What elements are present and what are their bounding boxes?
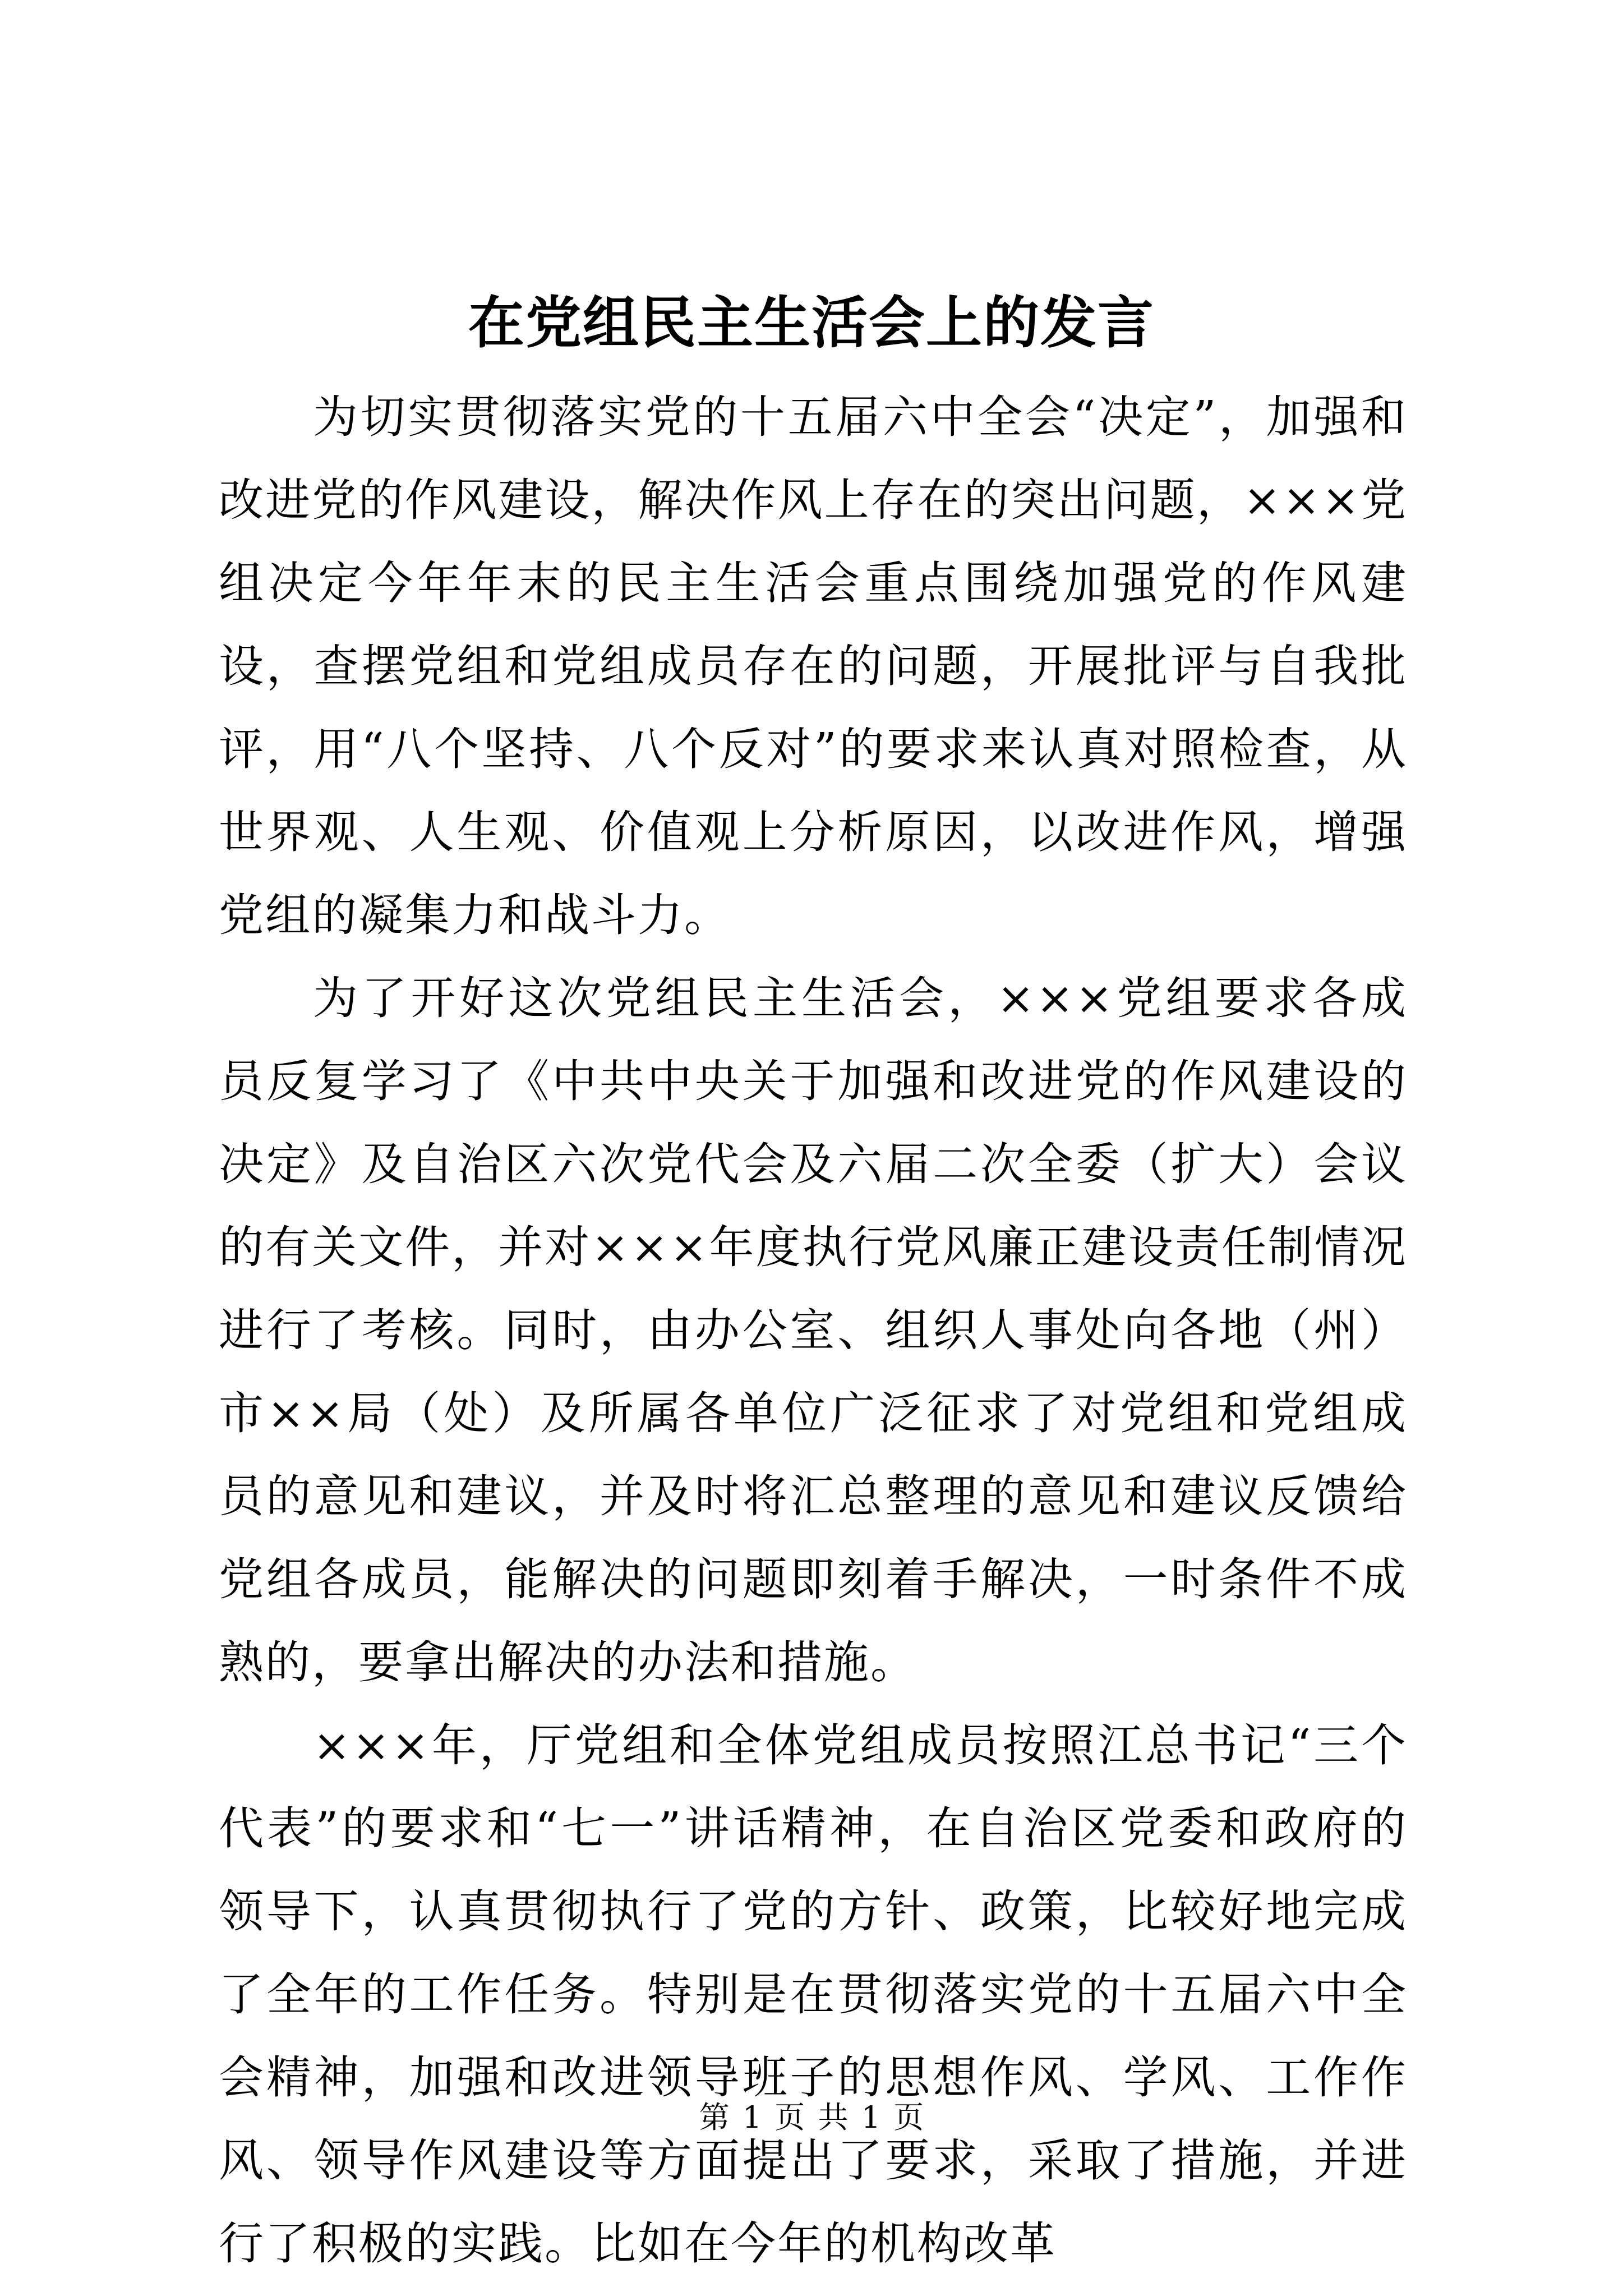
paragraph-3: ×××年，厅党组和全体党组成员按照江总书记“三个代表”的要求和“七一”讲话精神，在自治区党委和政府的领导下，认真贯彻执行了党的方针、政策，比较好地完成了全年的工作任务。特别是在贯彻落实党的十五届六中全会精神，加强和改进领导班子的思想作风、学风、工作作风、领导作风建设等方面提出了要求，采取了措施，并进行了积极的实践。比如在今年的机构改革 <box>219 1719 1408 2270</box>
page-number-footer: 第 1 页 共 1 页 <box>699 2100 924 2135</box>
document-body <box>219 376 1408 2285</box>
paragraph-1: 为切实贯彻落实党的十五届六中全会“决定”，加强和改进党的作风建设，解决作风上存在的突出问题，×××党组决定今年年末的民主生活会重点围绕加强党的作风建设，查摆党组和党组成员存在的问题，开展批评与自我批评，用“八个坚持、八个反对”的要求来认真对照检查，从世界观、人生观、价值观上分析原因，以改进作风，增强党组的凝集力和战斗力。 <box>219 391 1408 941</box>
paragraph-2: 为了开好这次党组民主生活会，×××党组要求各成员反复学习了《中共中央关于加强和改进党的作风建设的决定》及自治区六次党代会及六届二次全委（扩大）会议的有关文件，并对×××年度执行党风廉正建设责任制情况进行了考核。同时，由办公室、组织人事处向各地（州）市××局（处）及所属各单位广泛征求了对党组和党组成员的意见和建议，并及时将汇总整理的意见和建议反馈给党组各成员，能解决的问题即刻着手解决，一时条件不成熟的，要拿出解决的办法和措施。 <box>219 972 1408 1688</box>
document-title: 在党组民主生活会上的发言 <box>468 289 1155 356</box>
